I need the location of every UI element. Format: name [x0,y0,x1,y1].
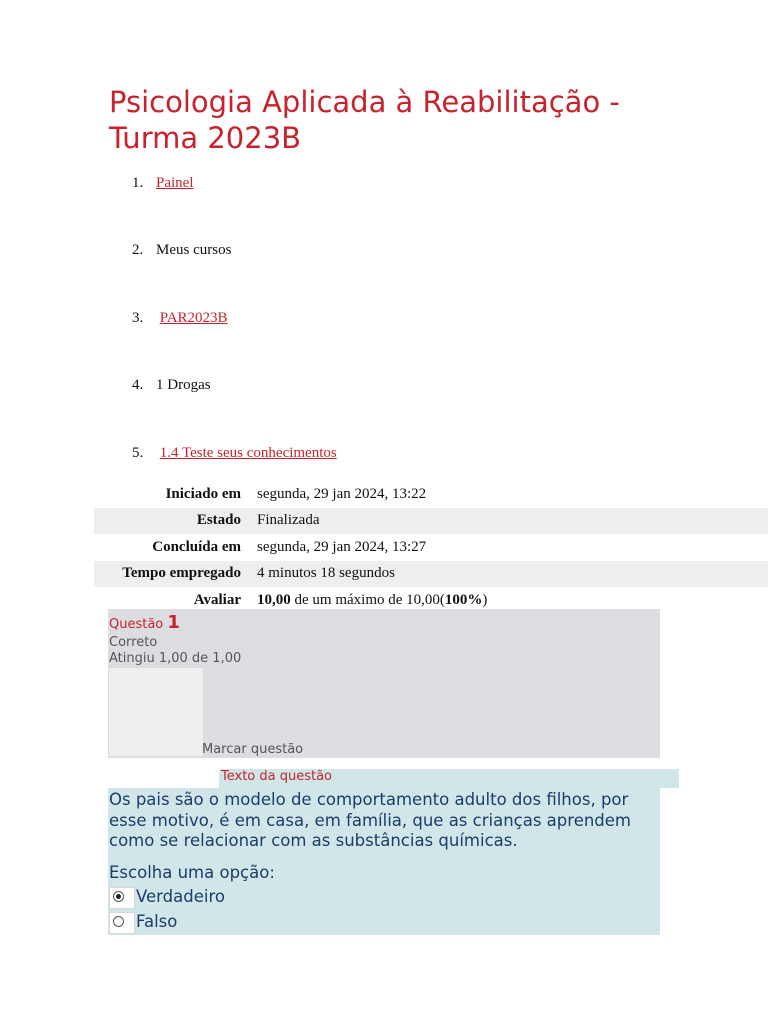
summary-value: Finalizada [257,512,320,528]
radio-button[interactable] [109,912,135,934]
summary-value: segunda, 29 jan 2024, 13:27 [257,539,427,555]
breadcrumb-label-section: 1 Drogas [156,377,211,393]
summary-row-time-taken [94,561,768,587]
question-status: Correto [109,635,158,650]
summary-value: segunda, 29 jan 2024, 13:22 [257,486,427,502]
summary-row-started [94,482,768,508]
summary-label: Estado [196,512,241,528]
summary-row-state [94,508,768,534]
summary-value: 4 minutos 18 segundos [257,565,395,581]
radio-unselected-icon [113,916,124,927]
grade-percent: 100% [444,592,483,608]
flag-question-icon[interactable] [109,668,203,756]
breadcrumb-link-course[interactable]: PAR2023B [159,310,228,326]
breadcrumb-number: 5. [132,445,144,461]
grade-score: 10,00 [257,592,291,608]
summary-label: Concluída em [152,539,241,555]
question-score: Atingiu 1,00 de 1,00 [109,651,242,666]
breadcrumb-item-quiz [132,445,337,462]
option-label: Falso [136,912,178,931]
radio-button-selected[interactable] [109,887,135,909]
breadcrumb-link-quiz[interactable]: 1.4 Teste seus conhecimentos [159,445,337,461]
summary-row-completed [94,535,768,561]
breadcrumb-item-meus-cursos [132,242,231,259]
breadcrumb-number: 1. [132,175,144,191]
question-info-panel [108,609,660,758]
question-number [109,612,180,633]
summary-label: Tempo empregado [122,565,241,581]
radio-selected-icon [113,891,124,902]
grade-value [257,592,487,609]
breadcrumb-link-painel[interactable]: Painel [156,175,194,191]
summary-label: Avaliar [193,592,241,608]
grade-max: de um máximo de 10,00( [290,592,445,608]
option-label: Verdadeiro [136,887,225,906]
breadcrumb-item-course [132,310,228,327]
course-title: Psicologia Aplicada à Reabilitação - Turma 2023B [109,85,620,155]
breadcrumb-number: 3. [132,310,144,326]
breadcrumb-item-painel [132,175,194,192]
summary-label: Iniciado em [165,486,241,502]
breadcrumb-label-meus-cursos: Meus cursos [156,242,232,258]
question-text: Os pais são o modelo de comportamento adulto dos filhos, por esse motivo, é em casa, em família, que as crianças aprendem como se relacionar com as substâncias químicas. [109,790,631,850]
answer-prompt: Escolha uma opção: [109,863,275,882]
flag-question-label[interactable]: Marcar questão [202,742,304,757]
question-prefix: Questão [109,617,168,632]
question-number-value: 1 [167,612,180,633]
breadcrumb-number: 4. [132,377,144,393]
question-content [108,788,660,935]
question-text-header: Texto da questão [219,769,679,788]
breadcrumb-number: 2. [132,242,144,258]
breadcrumb-item-section [132,377,211,394]
grade-close: ) [482,592,488,608]
